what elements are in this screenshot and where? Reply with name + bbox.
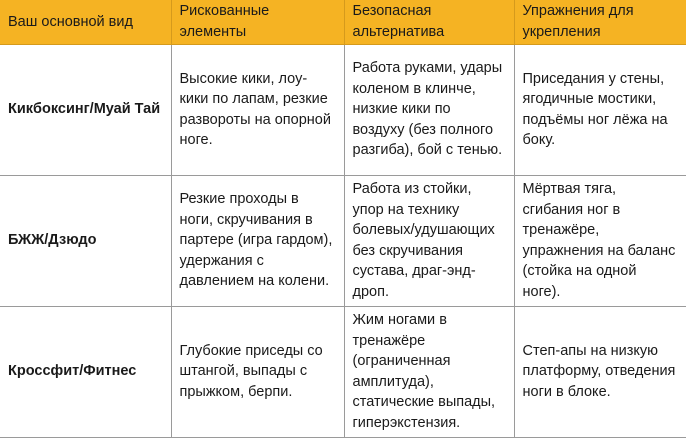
table-row xyxy=(0,306,686,437)
row-safe: Работа из стойки, упор на технику болевых/удушающих без скручивания сустава, драг-энд-дроп. xyxy=(344,175,514,306)
table-row xyxy=(0,175,686,306)
row-risky: Высокие кики, лоу-кики по лапам, резкие развороты на опорной ноге. xyxy=(171,44,344,175)
header-exercises: Упражнения для укрепления xyxy=(514,0,686,44)
row-sport: Кроссфит/Фитнес xyxy=(0,306,171,437)
header-safe: Безопасная альтернатива xyxy=(344,0,514,44)
row-risky: Резкие проходы в ноги, скручивания в партере (игра гардом), удержания с давлением на колени. xyxy=(171,175,344,306)
header-risky: Рискованные элементы xyxy=(171,0,344,44)
row-sport: БЖЖ/Дзюдо xyxy=(0,175,171,306)
row-safe: Жим ногами в тренажёре (ограниченная амплитуда), статические выпады, гиперэкстензия. xyxy=(344,306,514,437)
row-exercises: Степ-апы на низкую платформу, отведения ноги в блоке. xyxy=(514,306,686,437)
row-sport: Кикбоксинг/Муай Тай xyxy=(0,44,171,175)
header-row xyxy=(0,0,686,44)
row-exercises: Приседания у стены, ягодичные мостики, подъёмы ног лёжа на боку. xyxy=(514,44,686,175)
row-risky: Глубокие приседы со штангой, выпады с прыжком, берпи. xyxy=(171,306,344,437)
row-exercises: Мёртвая тяга, сгибания ног в тренажёре, упражнения на баланс (стойка на одной ноге). xyxy=(514,175,686,306)
table-row xyxy=(0,44,686,175)
header-sport: Ваш основной вид xyxy=(0,0,171,44)
row-safe: Работа руками, удары коленом в клинче, низкие кики по воздуху (без полного разгиба), бой с тенью. xyxy=(344,44,514,175)
